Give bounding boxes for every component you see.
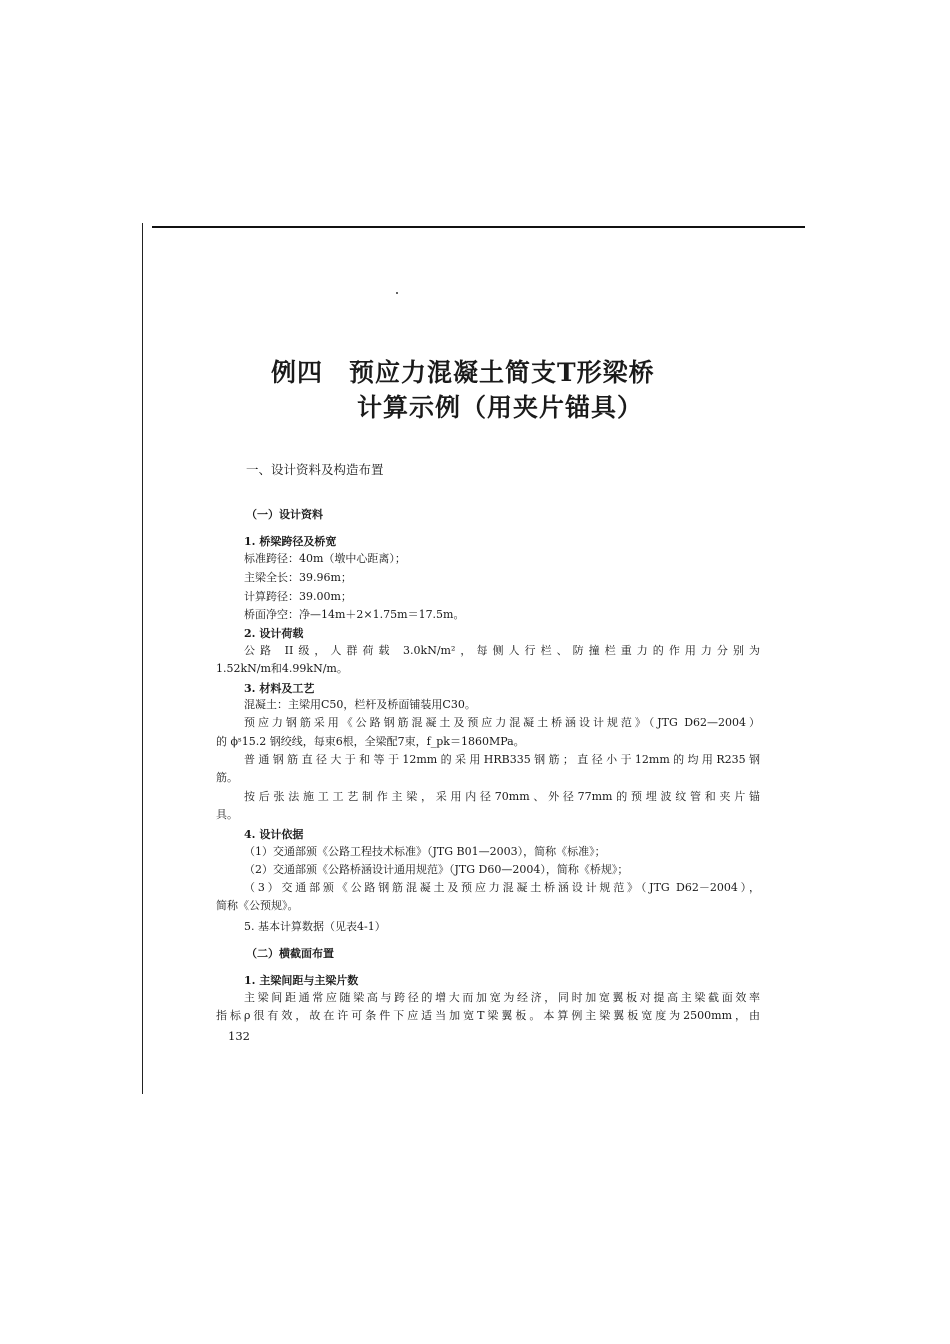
text-line: （2）交通部颁《公路桥涵设计通用规范》（JTG D60—2004），简称《桥规》； (244, 863, 629, 876)
text-line: 混凝土：主梁用C50，栏杆及桥面铺装用C30。 (244, 698, 476, 711)
text-line: 计算跨径：39.00m； (244, 590, 352, 603)
item-heading-span-width: 1. 桥梁跨径及桥宽 (244, 535, 337, 548)
text-line: 的 ϕˢ15.2 钢绞线，每束6根，全梁配7束，f_pk＝1860MPa。 (216, 735, 525, 748)
subsection-heading-design-data: （一）设计资料 (246, 508, 323, 521)
text-line: 筋。 (216, 771, 238, 784)
left-margin-line (142, 223, 143, 1094)
speck (396, 292, 398, 294)
text-line: 桥面净空：净—14m＋2×1.75m＝17.5m。 (244, 608, 465, 621)
text-line: 普通钢筋直径大于和等于12mm的采用HRB335钢筋；直径小于12mm的均用R235钢 (244, 753, 760, 766)
chapter-number: 例四 (271, 358, 324, 387)
text-line: 标准跨径：40m（墩中心距离）； (244, 552, 406, 565)
text-line: 主梁间距通常应随梁高与跨径的增大而加宽为经济，同时加宽翼板对提高主梁截面效率 (244, 991, 760, 1004)
chapter-title-main: 预应力混凝土简支T形梁桥 (349, 358, 655, 387)
text-line: 预应力钢筋采用《公路钢筋混凝土及预应力混凝土桥涵设计规范》（JTG D62—2004） (244, 716, 760, 729)
section-heading: 一、设计资料及构造布置 (246, 462, 384, 477)
item-heading-design-load: 2. 设计荷载 (244, 627, 304, 640)
text-line: 按后张法施工工艺制作主梁，采用内径70mm、外径77mm的预埋波纹管和夹片锚 (244, 790, 760, 803)
item-heading-materials: 3. 材料及工艺 (244, 682, 315, 695)
text-line: 指标ρ很有效，故在许可条件下应适当加宽T梁翼板。本算例主梁翼板宽度为2500mm，由 (216, 1009, 760, 1022)
text-line: 简称《公预规》。 (216, 899, 299, 912)
text-line: 具。 (216, 808, 238, 821)
page-number: 132 (228, 1029, 250, 1043)
item-heading-beam-spacing: 1. 主梁间距与主梁片数 (244, 974, 359, 987)
text-line: （1）交通部颁《公路工程技术标准》（JTG B01—2003），简称《标准》； (244, 845, 606, 858)
text-line: （3）交通部颁《公路钢筋混凝土及预应力混凝土桥涵设计规范》（JTG D62－2004）， (244, 881, 760, 894)
top-rule (152, 226, 805, 228)
subsection-heading-cross-section: （二）横截面布置 (246, 947, 334, 960)
item-heading-basic-data: 5. 基本计算数据（见表4-1） (244, 920, 386, 933)
chapter-title-line2: 计算示例（用夹片锚具） (357, 393, 644, 422)
text-line: 1.52kN/m和4.99kN/m。 (216, 662, 348, 675)
item-heading-design-basis: 4. 设计依据 (244, 828, 304, 841)
text-line: 公路 II级，人群荷载 3.0kN/m²，每侧人行栏、防撞栏重力的作用力分别为 (244, 644, 760, 657)
chapter-title-line1 (271, 353, 655, 389)
text-line: 主梁全长：39.96m； (244, 571, 352, 584)
